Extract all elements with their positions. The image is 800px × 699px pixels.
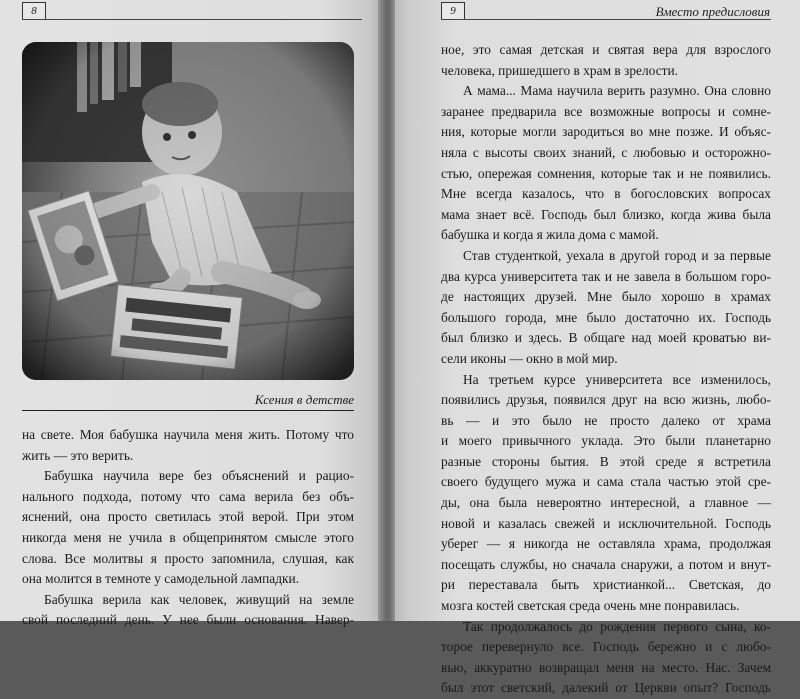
text-line: ния, которые могли зародиться во мне позже. И объяс- xyxy=(441,124,771,140)
text-line: слова. Все молитвы я просто запомнила, слушая, как xyxy=(22,550,354,566)
text-line: Так продолжалось до рождения первого сына, ко- xyxy=(463,618,771,634)
text-line: вью, аккуратно возвращал меня на место. Нас. Зачем xyxy=(441,659,771,675)
text-line: бабушка и когда я жила дома с мамой. xyxy=(441,227,659,243)
page-number-left: 8 xyxy=(22,2,46,20)
text-line: разные стороны бытия. В этой среде я встретила xyxy=(441,453,771,469)
text-line: два курса университета так и не завела в большом горо- xyxy=(441,268,771,284)
text-line: жить — это верить. xyxy=(22,447,134,463)
body-text-right xyxy=(441,40,771,699)
text-line: заранее предварила все возможные вопросы и сомне- xyxy=(441,103,771,119)
text-line: на свете. Моя бабушка научила меня жить. Потому что xyxy=(22,427,354,442)
text-line: яснений, она просто светилась этой верой. При этом xyxy=(22,509,354,525)
header-rule-left xyxy=(22,19,362,20)
text-line: сели иконы — окно в мой мир. xyxy=(441,350,618,366)
text-line: де настоящих друзей. Мне было хорошо в храмах xyxy=(441,289,771,305)
text-line: она молится в темноте у самодельной лампадки. xyxy=(22,571,300,587)
text-line: своего будущего мужа и сама стала частью этой сре- xyxy=(441,474,771,490)
left-page xyxy=(0,0,380,628)
text-line: был этот светский, далекий от Церкви опыт? Господь xyxy=(441,680,771,696)
header-rule-right xyxy=(441,19,771,20)
text-line: и моего привычного уклада. Это были планетарно xyxy=(441,433,771,449)
text-line: никогда меня не учила в общепринятом смысле этого xyxy=(22,529,354,545)
text-line: мама знает всё. Господь был близко, когда жива была xyxy=(441,206,771,222)
text-line: стью, опережая сомнения, которые так и не появились. xyxy=(441,165,771,181)
page-number-right: 9 xyxy=(441,2,465,20)
child-photo-illustration xyxy=(22,42,354,380)
text-line: вь — и это было не просто далеко от храма xyxy=(441,412,771,428)
photo-caption: Ксения в детстве xyxy=(22,392,354,411)
right-page xyxy=(395,0,800,696)
text-line: свой последний день. У нее были основания. Навер- xyxy=(22,612,354,628)
text-line: Бабушка верила как человек, живущий на земле xyxy=(44,591,354,607)
text-line: большого города, мне было достаточно их. Господь xyxy=(441,309,771,325)
text-line: уберег — я никогда не оставляла храма, продолжая xyxy=(441,536,771,552)
text-line: Мне всегда казалось, что в богословских вопросах xyxy=(441,186,771,202)
text-line: человека, пришедшего в храм в зрелости. xyxy=(441,62,679,78)
text-line: посещать службы, но сначала снаружи, а потом и внут- xyxy=(441,556,771,572)
text-line: новой и казалась свежей и исключительной. Господь xyxy=(441,515,771,531)
text-line: мозга костей светская среда очень мне понравилась. xyxy=(441,598,740,614)
text-line: А мама... Мама научила верить разумно. Она словно xyxy=(463,83,771,99)
body-text-left xyxy=(22,425,354,631)
text-line: няла с высоты своих знаний, с любовью и осторожно- xyxy=(441,144,771,160)
text-line: был близко и здесь. В общаге над моей кроватью ви- xyxy=(441,330,771,346)
text-line: ды, она была невероятно интересной, а главное — xyxy=(441,495,771,511)
text-line: ри переставала быть христианкой... Светская, до xyxy=(441,577,771,593)
text-line: ное, это самая детская и святая вера для взрослого xyxy=(441,42,771,57)
child-photo xyxy=(22,42,354,380)
running-head: Вместо предисловия xyxy=(655,4,770,19)
text-line: На третьем курсе университета все изменилось, xyxy=(463,371,771,387)
text-line: Став студенткой, уехала в другой город и за первые xyxy=(463,247,771,263)
text-line: торое перевернуло все. Господь бережно и с любо- xyxy=(441,639,771,655)
text-line: нального подхода, потому что сама верила без объ- xyxy=(22,488,354,504)
text-line: Бабушка научила вере без объяснений и рацио- xyxy=(44,468,354,484)
text-line: появились друзья, появился друг на всю жизнь, любо- xyxy=(441,392,771,408)
